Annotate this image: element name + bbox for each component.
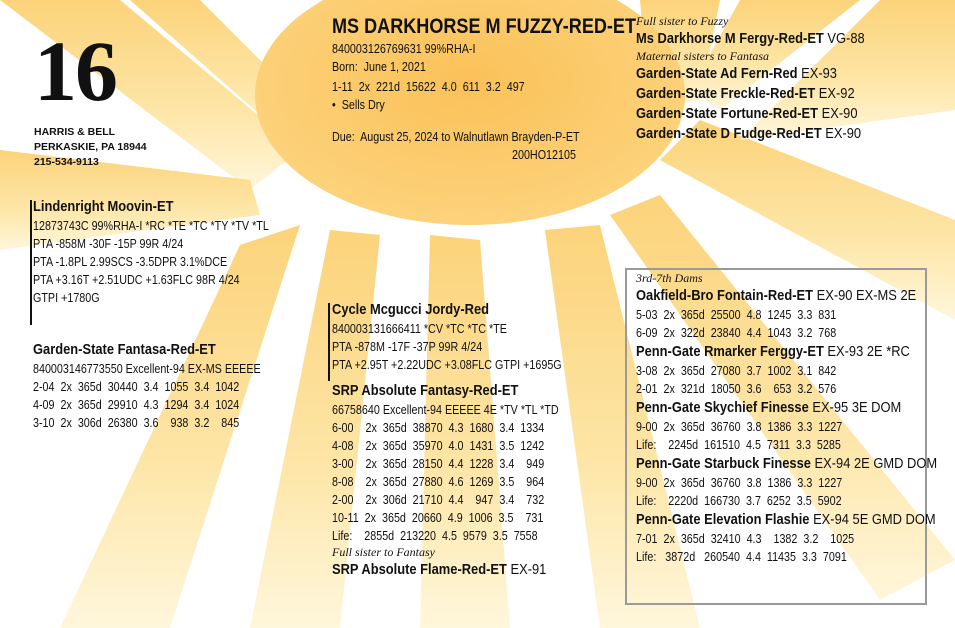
dam-entry-name <box>636 286 937 306</box>
full-sister <box>636 29 865 49</box>
maternal-sister-class: EX-93 <box>801 65 837 82</box>
consignor-name: HARRIS & BELL <box>34 126 116 138</box>
dam-entry-class: EX-90 EX-MS 2E <box>816 287 917 304</box>
maternal-sister-class: EX-92 <box>818 85 855 102</box>
maternal-sister-class: EX-90 <box>825 125 862 142</box>
sire-line: PTA -858M -30F -15P 99R 4/24 <box>33 237 184 251</box>
animal-born: Born: June 1, 2021 <box>332 60 426 74</box>
dam-entry-line: 5-03 2x 365d 25500 4.8 1245 3.3 831 <box>636 308 837 322</box>
sire-line: GTPI +1780G <box>33 291 100 305</box>
full-sister-class: VG-88 <box>827 30 865 47</box>
full-sister-name: Ms Darkhorse M Fergy-Red-ET <box>636 30 824 47</box>
granddam-block <box>332 381 596 580</box>
mgs-line: 840003131666411 *CV *TC *TC *TE <box>332 322 507 336</box>
dam-line: 2-04 2x 365d 30440 3.4 1055 3.4 1042 <box>33 380 240 394</box>
dam-entry-name <box>636 510 937 530</box>
granddam-name: SRP Absolute Fantasy-Red-ET <box>332 382 519 399</box>
dam-name: Garden-State Fantasa-Red-ET <box>33 341 216 358</box>
lot-number: 16 <box>34 23 116 119</box>
dam-entry-line: Life: 2220d 166730 3.7 6252 3.5 5902 <box>636 494 842 508</box>
dam-entry-line: 3-08 2x 365d 27080 3.7 1002 3.1 842 <box>636 364 837 378</box>
maternal-sister <box>636 64 865 84</box>
dam-entry-line: 2-01 2x 321d 18050 3.6 653 3.2 576 <box>636 382 837 396</box>
granddam-line: 10-11 2x 365d 20660 4.9 1006 3.5 731 <box>332 511 544 525</box>
dams-heading: 3rd-7th Dams <box>636 271 703 285</box>
animal-reg: 840003126769631 99%RHA-I <box>332 42 476 56</box>
granddam-sister <box>332 560 559 580</box>
granddam-sister-name: SRP Absolute Flame-Red-ET <box>332 561 507 578</box>
animal-record: 1-11 2x 221d 15622 4.0 611 3.2 497 <box>332 80 525 94</box>
granddam-line: 3-00 2x 365d 28150 4.4 1228 3.4 949 <box>332 457 545 471</box>
dam-entry-line: 9-00 2x 365d 36760 3.8 1386 3.3 1227 <box>636 476 843 490</box>
granddam-line: 66758640 Excellent-94 EEEEE 4E *TV *TL *TD <box>332 403 559 417</box>
dam-entry-name <box>636 454 937 474</box>
sisters-block <box>636 14 902 144</box>
consignor-phone: 215-534-9113 <box>34 156 99 168</box>
mgs-line: PTA -878M -17F -37P 99R 4/24 <box>332 340 483 354</box>
sire-line: PTA -1.8PL 2.99SCS -3.5DPR 3.1%DCE <box>33 255 228 269</box>
sire-name: Lindenright Moovin-ET <box>33 198 174 215</box>
dam-entry-title: Penn-Gate Elevation Flashie <box>636 511 810 528</box>
dam-entry-class: EX-94 5E GMD DOM <box>813 511 936 528</box>
dam-entry-line: Life: 3872d 260540 4.4 11435 3.3 7091 <box>636 550 847 564</box>
mgs-name: Cycle Mcgucci Jordy-Red <box>332 301 490 318</box>
dam-entry-line: Life: 2245d 161510 4.5 7311 3.3 5285 <box>636 438 841 452</box>
dam-entry-name <box>636 398 937 418</box>
maternal-sister <box>636 104 865 124</box>
mgs-bracket <box>328 303 330 381</box>
maternal-sisters-label: Maternal sisters to Fantasa <box>636 49 770 63</box>
mgs-line: PTA +2.95T +2.22UDC +3.08FLC GTPI +1695G <box>332 358 562 372</box>
dam-line: 3-10 2x 306d 26380 3.6 938 3.2 845 <box>33 416 240 430</box>
dam-entry-title: Oakfield-Bro Fontain-Red-ET <box>636 287 814 304</box>
full-sister-label: Full sister to Fuzzy <box>636 14 729 28</box>
dam-entry-line: 6-09 2x 322d 23840 4.4 1043 3.2 768 <box>636 326 837 340</box>
granddam-sister-class: EX-91 <box>510 561 547 578</box>
dam-entry-line: 9-00 2x 365d 36760 3.8 1386 3.3 1227 <box>636 420 843 434</box>
granddam-line: 4-08 2x 365d 35970 4.0 1431 3.5 1242 <box>332 439 545 453</box>
maternal-sister-class: EX-90 <box>821 105 858 122</box>
dam-entry-title: Penn-Gate Rmarker Ferggy-ET <box>636 343 824 360</box>
dam-block <box>33 340 298 432</box>
animal-sells: • Sells Dry <box>332 98 385 112</box>
animal-name: MS DARKHORSE M FUZZY-RED-ET <box>332 15 637 38</box>
maternal-sister-name: Garden-State Fortune-Red-ET <box>636 105 819 122</box>
dam-entry-title: Penn-Gate Starbuck Finesse <box>636 455 811 472</box>
dam-entry-class: EX-95 3E DOM <box>812 399 902 416</box>
animal-due: Due: August 25, 2024 to Walnutlawn Brayden-P-ET <box>332 130 580 144</box>
sire-line: PTA +3.16T +2.51UDC +1.63FLC 98R 4/24 <box>33 273 240 287</box>
granddam-sister-label: Full sister to Fantasy <box>332 545 435 559</box>
maternal-sister <box>636 124 865 144</box>
sire-block <box>33 197 307 307</box>
dam-entry-class: EX-93 2E *RC <box>827 343 910 360</box>
sire-line: 12873743C 99%RHA-I *RC *TE *TC *TY *TV *TL <box>33 219 269 233</box>
granddam-line: 2-00 2x 306d 21710 4.4 947 3.4 732 <box>332 493 545 507</box>
maternal-sister-name: Garden-State Freckle-Red-ET <box>636 85 816 102</box>
maternal-sister-name: Garden-State D Fudge-Red-ET <box>636 125 822 142</box>
maternal-sister-name: Garden-State Ad Fern-Red <box>636 65 798 82</box>
dam-entry-name <box>636 342 937 362</box>
consignor-info <box>34 125 147 170</box>
dam-line: 840003146773550 Excellent-94 EX-MS EEEEE <box>33 362 261 376</box>
dam-entry-class: EX-94 2E GMD DOM <box>814 455 938 472</box>
dams-block <box>636 271 955 566</box>
granddam-line: 8-08 2x 365d 27880 4.6 1269 3.5 964 <box>332 475 545 489</box>
mgs-block <box>332 300 599 374</box>
main-animal <box>332 14 686 164</box>
animal-due-code: 200HO12105 <box>512 148 576 162</box>
dam-entry-title: Penn-Gate Skychief Finesse <box>636 399 809 416</box>
dam-entry-line: 7-01 2x 365d 32410 4.3 1382 3.2 1025 <box>636 532 855 546</box>
granddam-line: 6-00 2x 365d 38870 4.3 1680 3.4 1334 <box>332 421 545 435</box>
consignor-address: PERKASKIE, PA 18944 <box>34 141 147 153</box>
dam-line: 4-09 2x 365d 29910 4.3 1294 3.4 1024 <box>33 398 240 412</box>
sire-bracket <box>30 200 32 325</box>
granddam-line: Life: 2855d 213220 4.5 9579 3.5 7558 <box>332 529 538 543</box>
maternal-sister <box>636 84 865 104</box>
